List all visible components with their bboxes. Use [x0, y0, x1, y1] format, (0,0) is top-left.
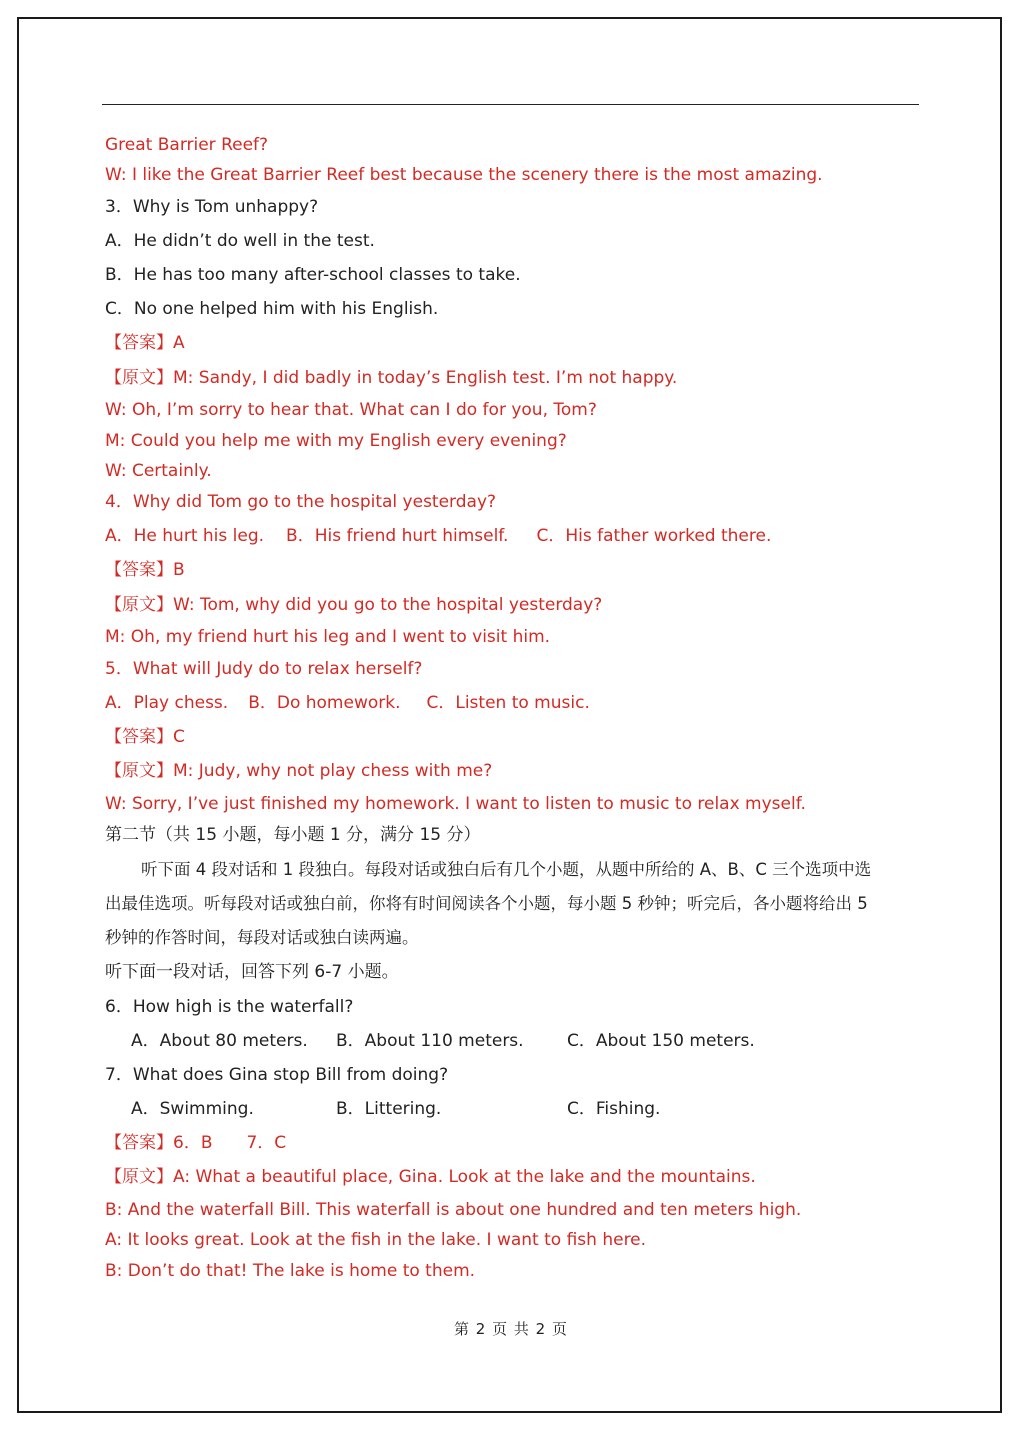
- q5-option-c: C．Listen to music.: [426, 693, 590, 713]
- transcript-line: B: And the waterfall Bill. This waterfall is about one hundred and ten meters high.: [105, 1200, 802, 1220]
- q5-option-a: A．Play chess.: [105, 693, 229, 713]
- q4-options: [105, 526, 771, 546]
- q3-answer: 【答案】A: [105, 333, 185, 353]
- transcript-line: B: Don’t do that! The lake is home to them.: [105, 1261, 476, 1281]
- question-5: 5．What will Judy do to relax herself?: [105, 659, 423, 679]
- header-rule: [102, 104, 919, 105]
- transcript-line: W: I like the Great Barrier Reef best because the scenery there is the most amazing.: [105, 165, 823, 185]
- question-3: 3．Why is Tom unhappy?: [105, 197, 319, 217]
- instructions-line: 出最佳选项。听每段对话或独白前，你将有时间阅读各个小题，每小题 5 秒钟；听完后，各小题将给出 5: [105, 894, 868, 913]
- transcript-line: A: It looks great. Look at the fish in the lake. I want to fish here.: [105, 1230, 647, 1250]
- transcript-line: 【原文】M: Sandy, I did badly in today’s English test. I’m not happy.: [105, 368, 678, 388]
- q3-option-c: C．No one helped him with his English.: [105, 299, 439, 319]
- instructions-line: 秒钟的作答时间，每段对话或独白读两遍。: [105, 928, 419, 947]
- q6-option-a: A．About 80 meters.: [131, 1031, 308, 1051]
- q7-options: [131, 1099, 660, 1119]
- q3-option-a: A．He didn’t do well in the test.: [105, 231, 375, 251]
- transcript-line: Great Barrier Reef?: [105, 135, 269, 155]
- q5-options: [105, 693, 590, 713]
- transcript-line: 【原文】A: What a beautiful place, Gina. Look at the lake and the mountains.: [105, 1167, 756, 1187]
- instructions-line: 听下面 4 段对话和 1 段独白。每段对话或独白后有几个小题，从题中所给的 A、B、C 三个选项中选: [141, 860, 872, 879]
- q6-option-b: B．About 110 meters.: [336, 1031, 524, 1051]
- q3-option-b: B．He has too many after-school classes to take.: [105, 265, 521, 285]
- transcript-line: 【原文】M: Judy, why not play chess with me?: [105, 761, 493, 781]
- q6-option-c: C．About 150 meters.: [567, 1031, 755, 1051]
- q6-options: [131, 1031, 755, 1051]
- q4-option-a: A．He hurt his leg.: [105, 526, 265, 546]
- question-7: 7．What does Gina stop Bill from doing?: [105, 1065, 449, 1085]
- section-2-heading: 第二节（共 15 小题，每小题 1 分，满分 15 分）: [105, 825, 481, 845]
- question-6: 6．How high is the waterfall?: [105, 997, 354, 1017]
- question-4: 4．Why did Tom go to the hospital yesterday?: [105, 492, 497, 512]
- transcript-line: W: Certainly.: [105, 461, 212, 481]
- q4-option-b: B．His friend hurt himself.: [286, 526, 509, 546]
- q5-option-b: B．Do homework.: [248, 693, 401, 713]
- page-number: 第 2 页 共 2 页: [454, 1320, 568, 1338]
- q4-answer: 【答案】B: [105, 560, 185, 580]
- q7-option-b: B．Littering.: [336, 1099, 442, 1119]
- q6-7-answer: 【答案】6．B 7．C: [105, 1133, 287, 1153]
- q7-option-c: C．Fishing.: [567, 1099, 661, 1119]
- q7-option-a: A．Swimming.: [131, 1099, 254, 1119]
- q5-answer: 【答案】C: [105, 727, 185, 747]
- instructions-line: 听下面一段对话，回答下列 6-7 小题。: [105, 962, 399, 982]
- transcript-line: W: Oh, I’m sorry to hear that. What can I do for you, Tom?: [105, 400, 597, 420]
- transcript-line: M: Could you help me with my English every evening?: [105, 431, 567, 451]
- transcript-line: W: Sorry, I’ve just finished my homework. I want to listen to music to relax myself.: [105, 794, 806, 814]
- transcript-line: 【原文】W: Tom, why did you go to the hospital yesterday?: [105, 595, 603, 615]
- transcript-line: M: Oh, my friend hurt his leg and I went to visit him.: [105, 627, 551, 647]
- q4-option-c: C．His father worked there.: [536, 526, 772, 546]
